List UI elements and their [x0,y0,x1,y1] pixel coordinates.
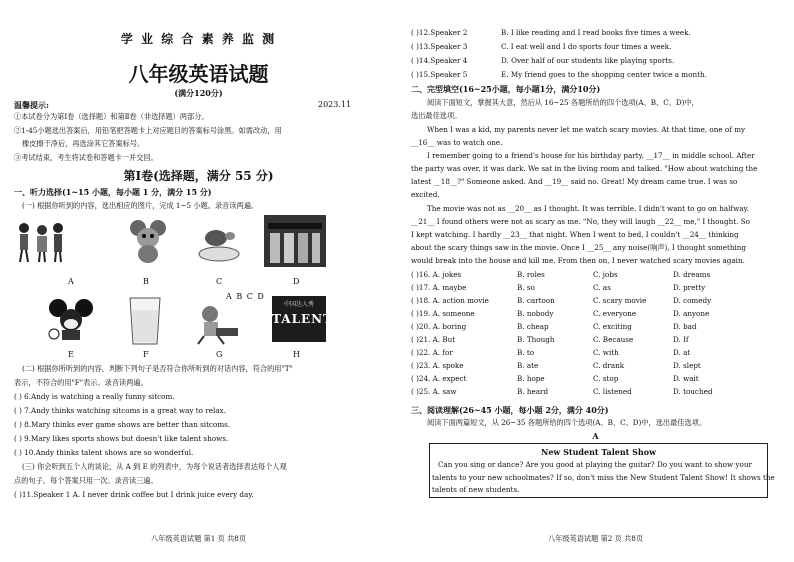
notice-line-2: talents to your new schoolmates? If so, don't miss the New Student Talent Show! It shows the [432,473,775,482]
cloze-option-20-b: B. cheap [517,322,549,331]
passage-line-11: would break into the house and kill me. From then on, I never watched scary movies again. [411,256,745,265]
note-3: 橡皮擦干净后，再选涂其它答案标号。 [22,139,145,148]
cloze-option-24-q[interactable]: ( )24. A. expect [411,374,467,383]
right-footer: 八年级英语试题 第2 页 共8页 [547,534,644,543]
cloze-option-16-b: B. roles [517,270,545,279]
abcd-letters: A B C D [226,292,265,301]
tf-item-7[interactable]: ( ) 7.Andy thinks watching sitcoms is a great way to relax. [14,406,226,415]
notice-title: New Student Talent Show [541,447,656,457]
item-11[interactable]: ( )11.Speaker 1 A. I never drink coffee but I drink juice every day. [14,490,254,499]
passage-line-8: __21__ I found others were not as scary as me. "No, they will laugh __22__ me," I thought. So [411,217,750,226]
item-14-q[interactable]: ( )14.Speaker 4 [411,56,468,65]
cloze-option-22-d: D. at [673,348,691,357]
cloze-option-18-b: B. cartoon [517,296,555,305]
picture-label-f: F [143,350,149,359]
notice-line-3: talents of new students. [432,485,520,494]
cartoon-mouse-icon [124,218,172,264]
cloze-option-16-c: C. jobs [593,270,618,279]
passage-line-7: The movie was not as __20__ as I thought. It was terrible. I didn't want to go on halfway. [427,204,749,213]
left-footer: 八年级英语试题 第1 页 共8页 [150,534,247,543]
sub2-instruction-2: 表示，不符合的用"F"表示。录音读两遍。 [14,378,148,387]
exam-date: 2023.11 [318,100,352,109]
cloze-option-19-q[interactable]: ( )19. A. someone [411,309,475,318]
cloze-option-24-d: D. wait [673,374,699,383]
cloze-option-25-b: B. heard [517,387,549,396]
cloze-option-21-d: D. If [673,335,689,344]
cloze-option-24-b: B. hope [517,374,545,383]
cloze-option-16-d: D. dreams [673,270,711,279]
cloze-option-21-q[interactable]: ( )21. A. But [411,335,456,344]
cloze-option-21-b: B. Though [517,335,555,344]
tf-item-8[interactable]: ( ) 8.Mary thinks ever game shows are better than sitcoms. [14,420,231,429]
section1-title: 一、听力选择(1~15 小题，每小题 1 分，满分 15 分) [14,187,212,197]
cloze-option-18-d: D. comedy [673,296,712,305]
cloze-option-22-c: C. with [593,348,619,357]
cloze-option-23-b: B. ate [517,361,539,370]
section3-title: 三、阅读理解(26~45 小题，每小题 2分，满分 40分) [411,405,609,415]
cloze-option-24-c: C. stop [593,374,619,383]
passage-line-1: When I was a kid, my parents never let me watch scary movies. At that time, one of my [427,125,746,134]
picture-label-c: C [216,277,223,286]
passage-line-9: I kept watching. I hardly __23__ that night. When I went to bed, I couldn't __24__ thinking [411,230,739,239]
cloze-option-19-b: B. nobody [517,309,554,318]
part1-title: 第Ⅰ卷(选择题，满分 55 分) [123,169,274,183]
full-marks: (满分120分) [174,88,223,98]
cloze-option-18-c: C. scary movie [593,296,647,305]
cloze-option-17-d: D. pretty [673,283,706,292]
passage-line-5: latest __18__?" Someone asked. And __19__ said no. Great! My dream came true. I was so [411,177,738,186]
cloze-option-17-q[interactable]: ( )17. A. maybe [411,283,467,292]
exam-title: 八年级英语试题 [128,62,269,86]
tf-item-9[interactable]: ( ) 9.Mary likes sports shows but doesn't like talent shows. [14,434,229,443]
cloze-option-22-b: B. to [517,348,535,357]
picture-label-a: A [68,277,74,286]
cloze-option-20-q[interactable]: ( )20. A. boring [411,322,467,331]
item-15-a: E. My friend goes to the shopping center twice a month. [501,70,707,79]
cloze-option-25-q[interactable]: ( )25. A. saw [411,387,457,396]
cloze-option-20-c: C. exciting [593,322,632,331]
talent-show-icon [272,296,334,342]
notice-line-1: Can you sing or dance? Are you good at playing the guitar? Do you want to show your [438,460,752,469]
sub3-instruction-1: (三) 你会听到五个人的谈论，从 A 到 E 的列表中，为每个说话者选择表达每个人观 [22,462,287,471]
note-1: ①本试卷分为第Ⅰ卷（选择题）和第Ⅱ卷（非选择题）两部分。 [14,112,209,121]
people-icon [14,218,68,264]
item-13-a: C. I eat well and I do sports four times a week. [501,42,672,51]
item-15-q[interactable]: ( )15.Speaker 5 [411,70,468,79]
reminder-label: 温馨提示: [14,100,49,110]
section2-instruction-1: 阅读下面短文，掌握其大意，然后从 16~25 各题所给的四个选项(A、B、C、D)中， [427,98,699,107]
item-14-a: D. Over half of our students like playing sports. [501,56,675,65]
cloze-option-19-d: D. anyone [673,309,710,318]
cloze-option-17-c: C. as [593,283,611,292]
cloze-option-23-q[interactable]: ( )23. A. spoke [411,361,464,370]
exam-header: 学 业 综 合 素 养 监 测 [120,32,277,46]
sub1-instruction: (一) 根据你听到的内容，选出相应的图片，完成 1~5 小题。录音读两遍。 [22,201,259,210]
picture-label-b: B [143,277,149,286]
passage-line-3: I remember going to a friend's house for his birthday party, __17__ in middle school. After [427,151,755,160]
shop-icon [264,215,326,267]
cloze-option-17-b: B. so [517,283,535,292]
sub2-instruction-1: (二) 根据你所听到的内容，判断下列句子是否符合你所听到的对话内容，符合的用"T" [22,364,293,373]
talent-banner: 中国达人秀 [283,301,314,308]
picture-label-g: G [216,350,223,359]
cloze-option-25-d: D. touched [673,387,713,396]
picture-label-d: D [293,277,300,286]
tf-item-6[interactable]: ( ) 6.Andy is watching a really funny sitcom. [14,392,175,401]
picture-label-e: E [68,350,74,359]
passage-line-2: __16__ was to watch one. [411,138,503,147]
note-4: ③考试结束，考生将试卷和答题卡一并交回。 [14,153,158,162]
sub3-instruction-2: 点的句子。每个答案只用一次。录音读三遍。 [14,476,158,485]
cloze-option-25-c: C. listened [593,387,632,396]
cloze-option-23-d: D. slept [673,361,701,370]
section3-instruction: 阅读下面两篇短文，从 26~35 各题所给的四个选项(A、B、C、D)中，选出最佳选项。 [427,418,707,427]
note-2: ②1-45小题选出答案后，用铅笔把答题卡上对应题目的答案标号涂黑。如需改动，用 [14,126,282,135]
item-13-q[interactable]: ( )13.Speaker 3 [411,42,468,51]
passage-line-4: the party was over, it was dark. We sat in the living room and talked. "How about watching the [411,164,758,173]
cloze-option-23-c: C. drank [593,361,625,370]
section2-title: 二、完型填空(16~25小题，每小题1分，满分10分) [411,84,601,94]
cloze-option-19-c: C. everyone [593,309,637,318]
right-page [397,0,794,562]
item-12-q[interactable]: ( )12.Speaker 2 [411,28,468,37]
food-icon [194,224,244,264]
passage-line-10: about the scary things saw in the movie. Once I __25__ any noise(响声), I thought something [411,243,747,252]
mickey-icon [44,298,100,344]
cloze-option-20-d: D. bad [673,322,697,331]
passage-a-label: A [592,431,599,441]
talent-word: TALENT [272,312,334,326]
cloze-option-21-c: C. Because [593,335,634,344]
cloze-option-22-q[interactable]: ( )22. A. for [411,348,453,357]
tf-item-10[interactable]: ( ) 10.Andy thinks talent shows are so wonderful. [14,448,194,457]
item-12-a: B. I like reading and I read books five times a week. [501,28,691,37]
picture-label-h: H [293,350,300,359]
passage-line-6: excited. [411,190,440,199]
glass-icon [126,296,164,346]
notice-box [429,443,775,498]
cloze-option-18-q[interactable]: ( )18. A. action movie [411,296,489,305]
section2-instruction-2: 选出最佳选项。 [411,111,462,120]
cloze-option-16-q[interactable]: ( )16. A. jokes [411,270,462,279]
